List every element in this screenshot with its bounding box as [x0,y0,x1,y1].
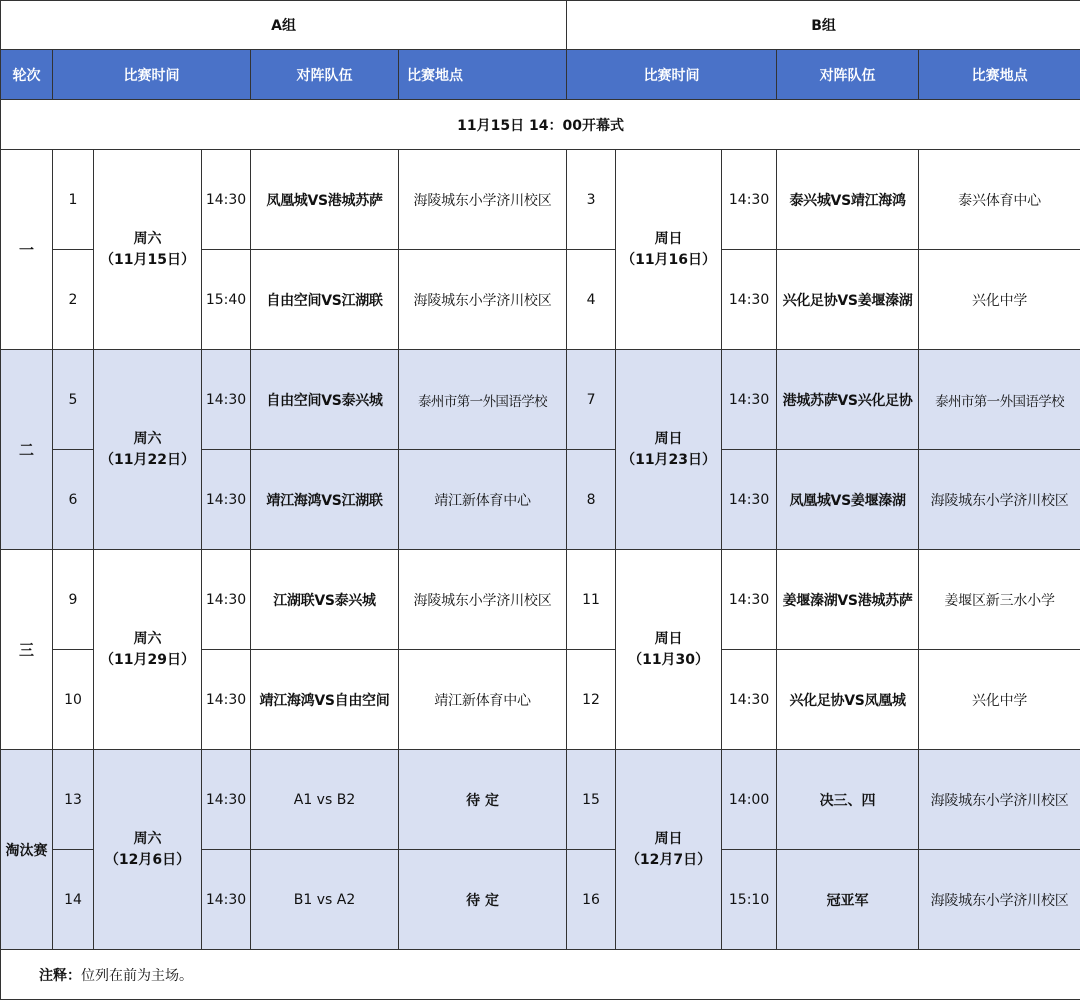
match-time: 15:40 [202,250,251,350]
match-time: 14:30 [202,150,251,250]
match-number: 8 [567,450,616,550]
match-teams: A1 vs B2 [251,750,399,850]
match-number: 16 [567,850,616,950]
match-teams: B1 vs A2 [251,850,399,950]
match-number: 11 [567,550,616,650]
match-time: 14:30 [722,150,777,250]
table-row [1,750,1080,850]
group-b-title: B组 [567,1,1080,50]
match-teams: 姜堰溱湖VS港城苏萨 [777,550,919,650]
day-name: 周日 [654,230,683,247]
match-day-a [94,550,202,750]
day-date: （11月23日） [621,451,717,468]
match-time: 14:30 [722,250,777,350]
match-number: 13 [53,750,94,850]
round-label: 二 [1,350,53,550]
match-day-a [94,150,202,350]
match-venue: 海陵城东小学济川校区 [919,450,1080,550]
header-time-a: 比赛时间 [53,50,251,100]
match-time: 14:30 [202,350,251,450]
match-time: 15:10 [722,850,777,950]
match-number: 15 [567,750,616,850]
match-venue: 海陵城东小学济川校区 [919,850,1080,950]
match-venue: 海陵城东小学济川校区 [399,250,567,350]
match-time: 14:00 [722,750,777,850]
note-label: 注释： [39,967,81,984]
day-name: 周日 [654,430,683,447]
match-time: 14:30 [722,350,777,450]
group-a-title: A组 [1,1,567,50]
match-venue: 海陵城东小学济川校区 [399,150,567,250]
opening-ceremony: 11月15日 14：00开幕式 [1,100,1080,150]
match-venue: 兴化中学 [919,250,1080,350]
note-text: 位列在前为主场。 [81,967,193,984]
match-number: 2 [53,250,94,350]
match-time: 14:30 [202,750,251,850]
day-name: 周六 [133,230,162,247]
match-venue: 海陵城东小学济川校区 [919,750,1080,850]
column-header-row [1,50,1080,100]
match-venue: 海陵城东小学济川校区 [399,550,567,650]
day-name: 周六 [133,630,162,647]
match-day-a [94,750,202,950]
match-teams: 决三、四 [777,750,919,850]
day-name: 周日 [654,630,683,647]
match-venue: 姜堰区新三水小学 [919,550,1080,650]
note-row [1,950,1080,1000]
match-venue: 泰州市第一外国语学校 [399,350,567,450]
match-number: 12 [567,650,616,750]
match-teams: 泰兴城VS靖江海鸿 [777,150,919,250]
header-round: 轮次 [1,50,53,100]
match-number: 1 [53,150,94,250]
table-row [1,550,1080,650]
match-teams: 靖江海鸿VS自由空间 [251,650,399,750]
match-venue: 泰兴体育中心 [919,150,1080,250]
header-time-b: 比赛时间 [567,50,777,100]
day-date: （12月7日） [625,851,712,868]
footnote [1,950,1080,1000]
match-day-b [616,350,722,550]
match-venue: 靖江新体育中心 [399,450,567,550]
day-date: （11月22日） [100,451,195,468]
match-teams: 自由空间VS泰兴城 [251,350,399,450]
opening-row [1,100,1080,150]
match-number: 7 [567,350,616,450]
match-teams: 冠亚军 [777,850,919,950]
match-day-a [94,350,202,550]
header-teams-b: 对阵队伍 [777,50,919,100]
match-time: 14:30 [722,550,777,650]
match-day-b [616,750,722,950]
match-venue: 兴化中学 [919,650,1080,750]
match-time: 14:30 [722,650,777,750]
table-row [1,350,1080,450]
match-number: 3 [567,150,616,250]
match-teams: 兴化足协VS凤凰城 [777,650,919,750]
table-row [1,150,1080,250]
match-time: 14:30 [202,650,251,750]
round-label: 三 [1,550,53,750]
match-venue: 泰州市第一外国语学校 [919,350,1080,450]
match-teams: 自由空间VS江湖联 [251,250,399,350]
day-date: （11月15日） [100,251,195,268]
day-name: 周六 [133,830,162,847]
day-date: （12月6日） [104,851,191,868]
match-number: 14 [53,850,94,950]
day-name: 周日 [654,830,683,847]
match-number: 6 [53,450,94,550]
match-teams: 江湖联VS泰兴城 [251,550,399,650]
round-label: 淘汰赛 [1,750,53,950]
match-teams: 港城苏萨VS兴化足协 [777,350,919,450]
match-time: 14:30 [202,850,251,950]
day-date: （11月30） [628,651,710,668]
header-venue-a: 比赛地点 [399,50,567,100]
day-name: 周六 [133,430,162,447]
round-label: 一 [1,150,53,350]
match-teams: 靖江海鸿VS江湖联 [251,450,399,550]
match-time: 14:30 [722,450,777,550]
match-number: 10 [53,650,94,750]
day-date: （11月16日） [621,251,717,268]
match-number: 4 [567,250,616,350]
match-venue: 靖江新体育中心 [399,650,567,750]
match-time: 14:30 [202,550,251,650]
day-date: （11月29日） [100,651,195,668]
match-time: 14:30 [202,450,251,550]
match-day-b [616,150,722,350]
match-day-b [616,550,722,750]
match-teams: 兴化足协VS姜堰溱湖 [777,250,919,350]
match-teams: 凤凰城VS姜堰溱湖 [777,450,919,550]
group-header-row [1,1,1080,50]
match-venue: 待 定 [399,750,567,850]
match-number: 5 [53,350,94,450]
header-teams-a: 对阵队伍 [251,50,399,100]
match-teams: 凤凰城VS港城苏萨 [251,150,399,250]
match-number: 9 [53,550,94,650]
header-venue-b: 比赛地点 [919,50,1080,100]
match-venue: 待 定 [399,850,567,950]
